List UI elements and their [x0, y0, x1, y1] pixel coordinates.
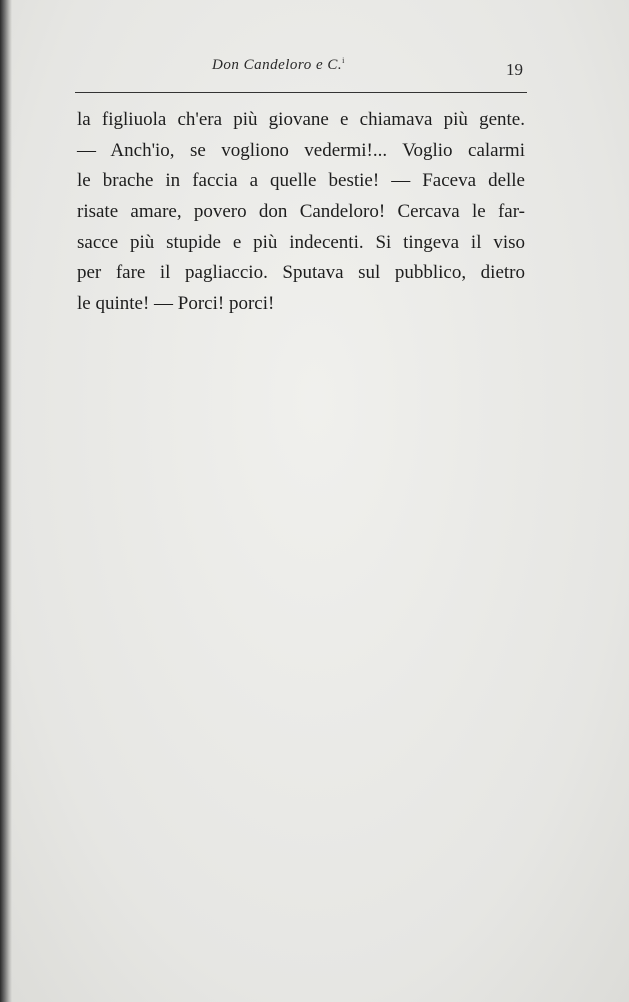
text-line: le brache in faccia a quelle bestie! — Faceva delle: [77, 170, 525, 192]
running-title: [212, 56, 345, 74]
running-title-text: Don Candeloro e C.: [212, 57, 343, 73]
text-line: sacce più stupide e più indecenti. Si tingeva il viso: [77, 231, 525, 253]
text-line: per fare il pagliaccio. Sputava sul pubblico, dietro: [77, 262, 525, 284]
spine-shadow: [0, 0, 12, 1002]
body-text: [77, 105, 525, 320]
header-rule: [75, 92, 527, 93]
text-line: le quinte! — Porci! porci!: [77, 293, 275, 315]
running-head: [0, 52, 629, 79]
page-number: 19: [506, 60, 523, 79]
text-line: risate amare, povero don Candeloro! Cercava le far-: [77, 201, 525, 223]
running-title-superscript: i: [342, 56, 345, 65]
text-line: — Anch'io, se vogliono vedermi!... Voglio calarmi: [77, 139, 525, 161]
text-line: la figliuola ch'era più giovane e chiamava più gente.: [77, 109, 525, 130]
